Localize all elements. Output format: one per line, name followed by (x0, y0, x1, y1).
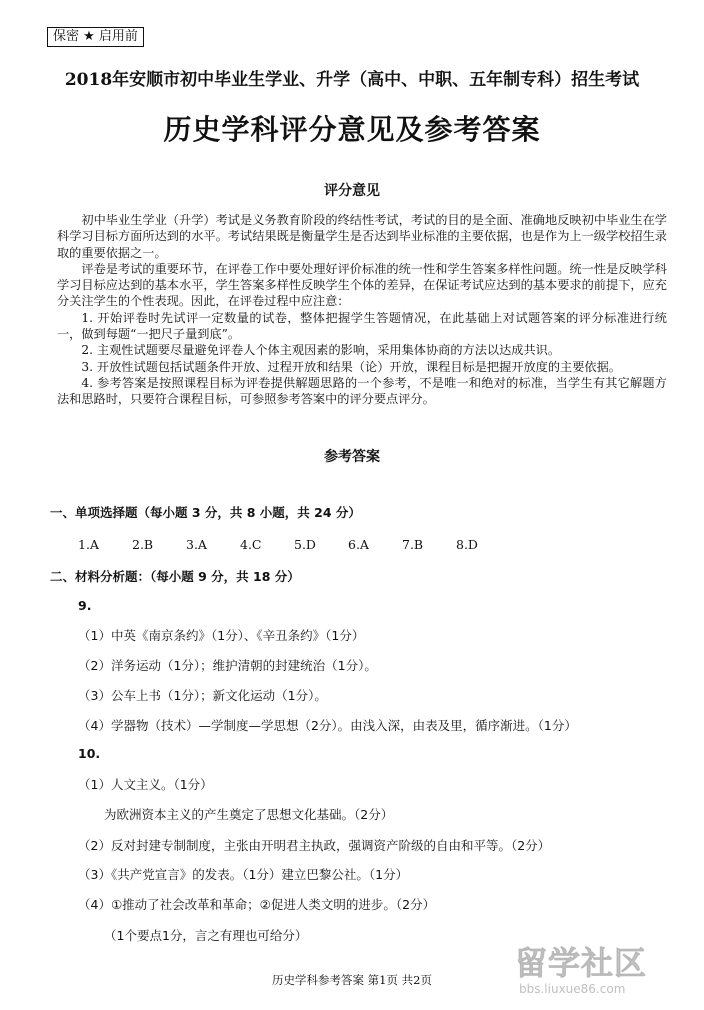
scoring-paragraphs (57, 212, 667, 408)
choice-answer: 8.D (456, 537, 478, 552)
q9-answer-line: （2）洋务运动（1分）；维护清朝的封建统治（1分）。 (78, 658, 377, 673)
part1-title: 一、单项选择题（每小题 3 分，共 8 小题，共 24 分） (50, 505, 361, 520)
q9-answer-line: （1）中英《南京条约》（1分）、《辛丑条约》（1分） (78, 628, 365, 643)
exam-title: 2018年安顺市初中毕业生学业、升学（高中、中职、五年制专科）招生考试 (64, 70, 640, 90)
q10-answer-line: （4）①推动了社会改革和革命；②促进人类文明的进步。（2分） (78, 897, 436, 912)
q10-number: 10. (78, 746, 101, 761)
answers-heading: 参考答案 (324, 449, 380, 465)
scoring-paragraph: 1. 开始评卷时先试评一定数量的试卷，整体把握学生答题情况，在此基础上对试题答案的评分标准进行统一，做到每题“一把尺子量到底”。 (57, 310, 667, 342)
q10-answer-line: （3）《共产党宣言》的发表。（1分）建立巴黎公社。（1分） (78, 867, 409, 882)
choice-answer: 1.A (78, 537, 99, 552)
document-title: 历史学科评分意见及参考答案 (163, 113, 541, 146)
q9-answer-line: （3）公车上书（1分）；新文化运动（1分）。 (78, 688, 327, 703)
scoring-heading: 评分意见 (324, 183, 380, 199)
q9-number: 9. (78, 598, 92, 613)
q10-answer-line: （1个要点1分，言之有理也可给分） (104, 928, 308, 943)
scoring-paragraph: 2. 主观性试题要尽量避免评卷人个体主观因素的影响，采用集体协商的方法以达成共识。 (81, 343, 561, 358)
choice-answers (78, 537, 510, 552)
q10-answer-line: （2）反对封建专制制度，主张由开明君主执政，强调资产阶级的自由和平等。（2分） (78, 838, 551, 853)
watermark-url: bbs.liuxue86.com (519, 982, 626, 996)
choice-answer: 5.D (294, 537, 316, 552)
choice-answer: 7.B (402, 537, 424, 552)
choice-answer: 6.A (348, 537, 369, 552)
scoring-paragraph: 初中毕业生学业（升学）考试是义务教育阶段的终结性考试，考试的目的是全面、准确地反映初中毕业生在学科学习目标方面所达到的水平。考试结果既是衡量学生是否达到毕业标准的主要依据，也是作为上一级学校招生录取的重要依据之一。 (57, 213, 667, 260)
page-footer: 历史学科参考答案 第1页 共2页 (272, 973, 432, 987)
scoring-paragraph: 评卷是考试的重要环节，在评卷工作中要处理好评价标准的统一性和学生答案多样性问题。统一性是反映学科学习目标应达到的基本水平，学生答案多样性反映学生个体的差异，在保证考试应达到的基本要求的前提下，应充分关注学生的个性表现。因此，在评卷过程中应注意： (57, 261, 667, 309)
watermark-logo (509, 940, 684, 998)
part2-title: 二、材料分析题：（每小题 9 分，共 18 分） (50, 569, 300, 584)
choice-answer: 2.B (132, 537, 154, 552)
q9-answer-line: （4）学器物（技术）—学制度—学思想（2分）。由浅入深，由表及里，循序渐进。（1分） (78, 718, 577, 733)
scoring-paragraph: 4. 参考答案是按照课程目标为评卷提供解题思路的一个参考，不是唯一和绝对的标准，当学生有其它解题方法和思路时，只要符合课程目标，可参照参考答案中的评分要点评分。 (57, 375, 667, 407)
watermark-logo-text: 留学社区 (515, 944, 648, 982)
choice-answer: 4.C (240, 537, 262, 552)
choice-answer: 3.A (186, 537, 207, 552)
confidential-badge: 保密 ★ 启用前 (47, 27, 144, 47)
q10-answer-line: （1）人文主义。（1分） (78, 777, 213, 792)
q10-answer-line: 为欧洲资本主义的产生奠定了思想文化基础。（2分） (104, 807, 394, 822)
scoring-paragraph: 3. 开放性试题包括试题条件开放、过程开放和结果（论）开放，课程目标是把握开放度的主要依据。 (81, 359, 621, 374)
